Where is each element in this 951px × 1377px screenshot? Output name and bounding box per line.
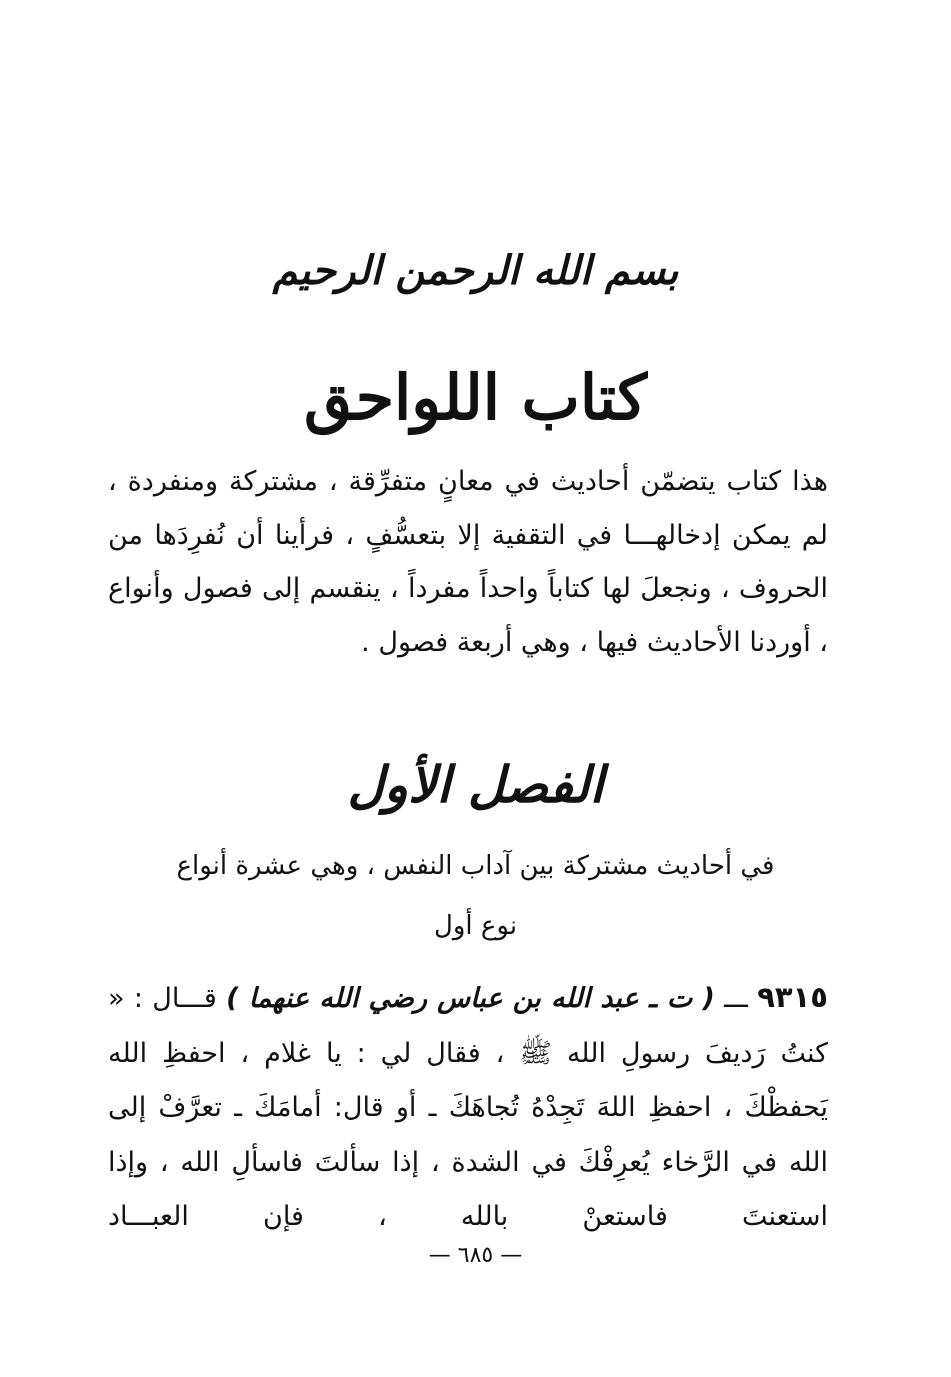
hadith-text: قـــال : « كنتُ رَديفَ رسولِ الله ﷺ ، فقال لي : يا غلام ، احفظِ الله يَحفظْكَ ، احفظِ اللهَ تَجِدْهُ تُجاهَكَ ـ أو قال: أمامَكَ ـ تعرَّفْ إلى الله في الرَّخاء يُعرِفْكَ في الشدة ، إذا سألتَ فاسألِ الله ، وإذا استعنتَ فاستعنْ بالله ، فإن العبـــاد xyxy=(108,983,828,1232)
chapter-title: الفصل الأول xyxy=(347,755,604,814)
hadith-paragraph xyxy=(108,970,828,1245)
hadith-dash: ـــ xyxy=(714,983,758,1014)
type-title: نوع أول xyxy=(433,911,518,941)
intro-paragraph: هذا كتاب يتضمّن أحاديث في معانٍ متفرِّقة ، مشتركة ومنفردة ، لم يمكن إدخالهـــا في التقفية إلا بتعسُّفٍ ، فرأينا أن نُفرِدَها من الحروف ، ونجعلَ لها كتاباً واحداً مفرداً ، ينقسم إلى فصول وأنواع ، أوردنا الأحاديث فيها ، وهي أربعة فصول . xyxy=(108,466,828,658)
chapter-subtitle: في أحاديث مشتركة بين آداب النفس ، وهي عشرة أنواع xyxy=(176,851,775,881)
page-number: — ٦٨٥ — xyxy=(428,1243,523,1268)
book-title: كتاب اللواحق xyxy=(304,361,647,434)
hadith-number: ٩٣١٥ xyxy=(757,980,828,1014)
basmala: بسم الله الرحمن الرحيم xyxy=(272,247,679,294)
hadith-narrator: ( ت ـ عبد الله بن عباس رضي الله عنهما ) xyxy=(226,983,715,1014)
